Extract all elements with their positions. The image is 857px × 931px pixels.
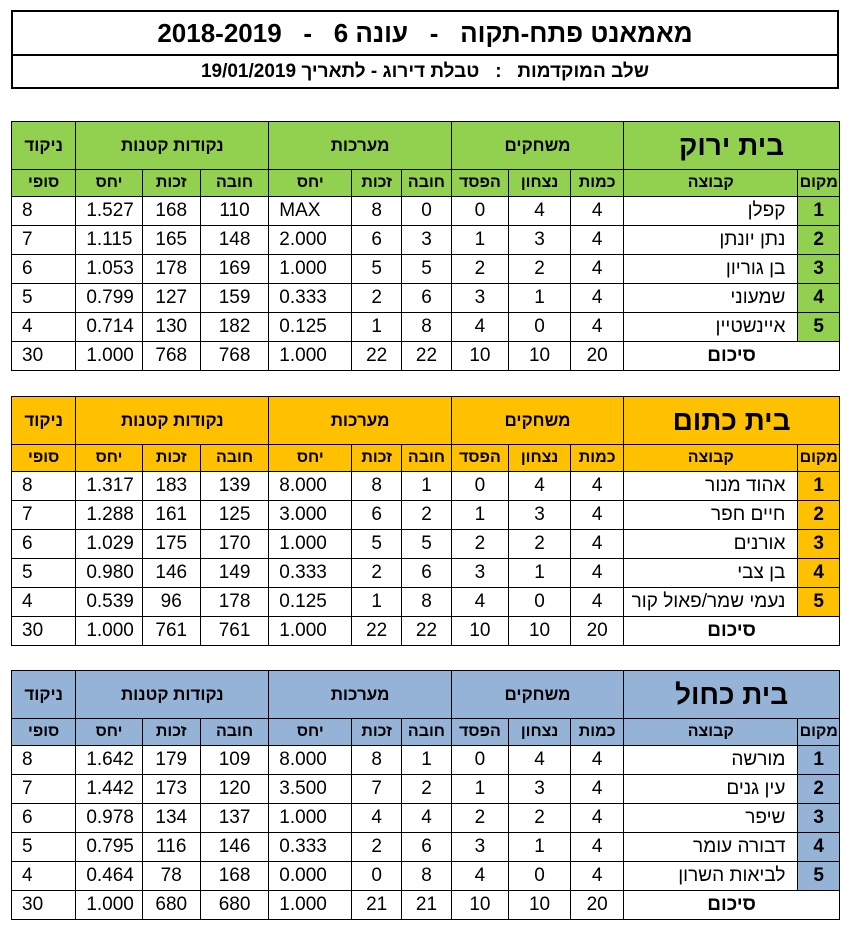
summary-final: 30 bbox=[12, 617, 76, 646]
summary-final: 30 bbox=[12, 891, 76, 920]
column-header-rank: מקום bbox=[798, 170, 840, 197]
table-row bbox=[12, 284, 840, 313]
points-won: 165 bbox=[142, 226, 200, 255]
points-won: 130 bbox=[142, 313, 200, 342]
games-count: 4 bbox=[571, 197, 624, 226]
rank-badge: 3 bbox=[798, 530, 840, 559]
rank-badge: 3 bbox=[798, 804, 840, 833]
points-lost: 169 bbox=[200, 255, 268, 284]
summary-row bbox=[12, 617, 840, 646]
header-small-points: נקודות קטנות bbox=[76, 122, 269, 170]
points-ratio: 0.714 bbox=[76, 313, 142, 342]
table-row bbox=[12, 501, 840, 530]
points-won: 168 bbox=[142, 197, 200, 226]
column-header-ratio: יחס bbox=[269, 719, 352, 746]
summary-sets-lost: 21 bbox=[402, 891, 452, 920]
rank-badge: 2 bbox=[798, 775, 840, 804]
team-name: בן גוריון bbox=[624, 255, 798, 284]
team-name: נתן יונתן bbox=[624, 226, 798, 255]
games-count: 4 bbox=[571, 284, 624, 313]
sets-ratio: 8.000 bbox=[269, 472, 352, 501]
table-row bbox=[12, 746, 840, 775]
standings-table bbox=[11, 670, 840, 920]
sets-won: 2 bbox=[352, 559, 402, 588]
final-score: 4 bbox=[12, 588, 76, 617]
summary-points-ratio: 1.000 bbox=[76, 891, 142, 920]
points-ratio: 0.539 bbox=[76, 588, 142, 617]
column-header-won: זכות bbox=[352, 445, 402, 472]
team-name: עין גנים bbox=[624, 775, 798, 804]
points-lost: 137 bbox=[200, 804, 268, 833]
points-ratio: 0.795 bbox=[76, 833, 142, 862]
sets-lost: 6 bbox=[402, 559, 452, 588]
column-header-win: נצחון bbox=[508, 719, 570, 746]
games-loss: 2 bbox=[451, 804, 508, 833]
summary-label: סיכום bbox=[624, 617, 840, 646]
table-row bbox=[12, 472, 840, 501]
column-header-ratio: יחס bbox=[76, 719, 142, 746]
table-row bbox=[12, 833, 840, 862]
sets-ratio: 3.500 bbox=[269, 775, 352, 804]
final-score: 8 bbox=[12, 472, 76, 501]
standings-table bbox=[11, 396, 840, 646]
column-header-loss: הפסד bbox=[451, 719, 508, 746]
sets-lost: 1 bbox=[402, 746, 452, 775]
sets-won: 5 bbox=[352, 255, 402, 284]
summary-games-count: 20 bbox=[571, 342, 624, 371]
team-name: אורנים bbox=[624, 530, 798, 559]
column-header-final-bottom: סופי bbox=[12, 445, 76, 472]
points-won: 127 bbox=[142, 284, 200, 313]
sets-lost: 2 bbox=[402, 501, 452, 530]
points-won: 134 bbox=[142, 804, 200, 833]
games-count: 4 bbox=[571, 833, 624, 862]
games-win: 2 bbox=[508, 804, 570, 833]
column-header-ratio: יחס bbox=[76, 445, 142, 472]
sets-ratio: 8.000 bbox=[269, 746, 352, 775]
games-count: 4 bbox=[571, 746, 624, 775]
games-count: 4 bbox=[571, 530, 624, 559]
points-lost: 182 bbox=[200, 313, 268, 342]
sets-lost: 3 bbox=[402, 226, 452, 255]
rank-badge: 4 bbox=[798, 284, 840, 313]
table-row bbox=[12, 530, 840, 559]
summary-points-won: 761 bbox=[142, 617, 200, 646]
sets-ratio: MAX bbox=[269, 197, 352, 226]
sets-ratio: 0.125 bbox=[269, 588, 352, 617]
games-win: 0 bbox=[508, 588, 570, 617]
points-won: 116 bbox=[142, 833, 200, 862]
points-lost: 170 bbox=[200, 530, 268, 559]
points-won: 178 bbox=[142, 255, 200, 284]
summary-games-win: 10 bbox=[508, 342, 570, 371]
games-loss: 3 bbox=[451, 559, 508, 588]
points-ratio: 1.442 bbox=[76, 775, 142, 804]
rank-badge: 3 bbox=[798, 255, 840, 284]
points-lost: 159 bbox=[200, 284, 268, 313]
column-header-lost: חובה bbox=[200, 170, 268, 197]
table-row bbox=[12, 197, 840, 226]
points-ratio: 1.115 bbox=[76, 226, 142, 255]
page-header bbox=[11, 10, 839, 89]
points-lost: 146 bbox=[200, 833, 268, 862]
table-row bbox=[12, 588, 840, 617]
games-loss: 3 bbox=[451, 284, 508, 313]
summary-points-won: 768 bbox=[142, 342, 200, 371]
team-name: נעמי שמר/פאול קור bbox=[624, 588, 798, 617]
summary-points-ratio: 1.000 bbox=[76, 342, 142, 371]
rank-badge: 5 bbox=[798, 862, 840, 891]
team-name: מורשה bbox=[624, 746, 798, 775]
table-row bbox=[12, 313, 840, 342]
rank-badge: 2 bbox=[798, 501, 840, 530]
games-win: 1 bbox=[508, 284, 570, 313]
sets-lost: 2 bbox=[402, 775, 452, 804]
table-row bbox=[12, 226, 840, 255]
summary-label: סיכום bbox=[624, 891, 840, 920]
sets-won: 8 bbox=[352, 746, 402, 775]
team-name: שיפר bbox=[624, 804, 798, 833]
sets-lost: 6 bbox=[402, 284, 452, 313]
summary-row bbox=[12, 342, 840, 371]
summary-games-count: 20 bbox=[571, 891, 624, 920]
rank-badge: 1 bbox=[798, 472, 840, 501]
sets-won: 2 bbox=[352, 284, 402, 313]
rank-badge: 5 bbox=[798, 588, 840, 617]
games-win: 1 bbox=[508, 833, 570, 862]
final-score: 5 bbox=[12, 559, 76, 588]
points-won: 78 bbox=[142, 862, 200, 891]
column-header-count: כמות bbox=[571, 719, 624, 746]
team-name: דבורה עומר bbox=[624, 833, 798, 862]
sets-ratio: 0.333 bbox=[269, 284, 352, 313]
table-row bbox=[12, 559, 840, 588]
summary-sets-lost: 22 bbox=[402, 617, 452, 646]
rank-badge: 1 bbox=[798, 746, 840, 775]
games-loss: 3 bbox=[451, 833, 508, 862]
games-win: 4 bbox=[508, 746, 570, 775]
games-win: 1 bbox=[508, 559, 570, 588]
games-loss: 0 bbox=[451, 472, 508, 501]
column-header-lost: חובה bbox=[402, 170, 452, 197]
column-header-final-bottom: סופי bbox=[12, 719, 76, 746]
summary-games-loss: 10 bbox=[451, 891, 508, 920]
sets-ratio: 1.000 bbox=[269, 255, 352, 284]
sets-lost: 5 bbox=[402, 530, 452, 559]
sets-ratio: 2.000 bbox=[269, 226, 352, 255]
column-header-won: זכות bbox=[352, 170, 402, 197]
column-header-count: כמות bbox=[571, 170, 624, 197]
rank-badge: 4 bbox=[798, 559, 840, 588]
points-ratio: 1.288 bbox=[76, 501, 142, 530]
games-win: 3 bbox=[508, 501, 570, 530]
games-loss: 1 bbox=[451, 775, 508, 804]
sets-lost: 4 bbox=[402, 804, 452, 833]
sets-ratio: 0.000 bbox=[269, 862, 352, 891]
games-win: 2 bbox=[508, 255, 570, 284]
final-score: 4 bbox=[12, 313, 76, 342]
header-games: משחקים bbox=[451, 671, 623, 719]
column-header-final-bottom: סופי bbox=[12, 170, 76, 197]
games-loss: 0 bbox=[451, 197, 508, 226]
team-name: אהוד מנור bbox=[624, 472, 798, 501]
summary-sets-lost: 22 bbox=[402, 342, 452, 371]
sets-lost: 5 bbox=[402, 255, 452, 284]
final-score: 7 bbox=[12, 501, 76, 530]
points-won: 179 bbox=[142, 746, 200, 775]
column-header-lost: חובה bbox=[200, 445, 268, 472]
summary-points-ratio: 1.000 bbox=[76, 617, 142, 646]
final-score: 8 bbox=[12, 746, 76, 775]
sets-ratio: 0.333 bbox=[269, 833, 352, 862]
games-win: 0 bbox=[508, 313, 570, 342]
summary-sets-won: 21 bbox=[352, 891, 402, 920]
games-loss: 4 bbox=[451, 313, 508, 342]
column-header-won: זכות bbox=[352, 719, 402, 746]
column-header-win: נצחון bbox=[508, 445, 570, 472]
points-ratio: 1.029 bbox=[76, 530, 142, 559]
team-name: חיים חפר bbox=[624, 501, 798, 530]
points-ratio: 1.527 bbox=[76, 197, 142, 226]
team-name: שמעוני bbox=[624, 284, 798, 313]
sets-won: 8 bbox=[352, 197, 402, 226]
summary-games-win: 10 bbox=[508, 617, 570, 646]
games-count: 4 bbox=[571, 588, 624, 617]
games-loss: 1 bbox=[451, 226, 508, 255]
summary-sets-ratio: 1.000 bbox=[269, 891, 352, 920]
points-won: 96 bbox=[142, 588, 200, 617]
rank-badge: 1 bbox=[798, 197, 840, 226]
points-lost: 168 bbox=[200, 862, 268, 891]
sets-ratio: 0.125 bbox=[269, 313, 352, 342]
final-score: 7 bbox=[12, 226, 76, 255]
column-header-rank: מקום bbox=[798, 445, 840, 472]
header-small-points: נקודות קטנות bbox=[76, 671, 269, 719]
sets-won: 6 bbox=[352, 501, 402, 530]
summary-points-won: 680 bbox=[142, 891, 200, 920]
header-sets: מערכות bbox=[269, 671, 452, 719]
page-subtitle: שלב המוקדמות : טבלת דירוג - לתאריך 19/01/2019 bbox=[200, 61, 650, 82]
games-loss: 2 bbox=[451, 530, 508, 559]
summary-sets-ratio: 1.000 bbox=[269, 617, 352, 646]
column-header-rank: מקום bbox=[798, 719, 840, 746]
group-name: בית ירוק bbox=[624, 122, 840, 170]
header-sets: מערכות bbox=[269, 122, 452, 170]
points-lost: 125 bbox=[200, 501, 268, 530]
column-header-loss: הפסד bbox=[451, 445, 508, 472]
summary-games-loss: 10 bbox=[451, 342, 508, 371]
table-row bbox=[12, 775, 840, 804]
header-games: משחקים bbox=[451, 397, 623, 445]
sets-won: 8 bbox=[352, 472, 402, 501]
points-ratio: 1.317 bbox=[76, 472, 142, 501]
column-header-won: זכות bbox=[142, 170, 200, 197]
points-won: 173 bbox=[142, 775, 200, 804]
column-header-won: זכות bbox=[142, 445, 200, 472]
points-ratio: 1.642 bbox=[76, 746, 142, 775]
column-header-won: זכות bbox=[142, 719, 200, 746]
points-lost: 178 bbox=[200, 588, 268, 617]
games-loss: 4 bbox=[451, 588, 508, 617]
column-header-count: כמות bbox=[571, 445, 624, 472]
games-count: 4 bbox=[571, 313, 624, 342]
column-header-ratio: יחס bbox=[76, 170, 142, 197]
summary-games-loss: 10 bbox=[451, 617, 508, 646]
points-won: 146 bbox=[142, 559, 200, 588]
sets-won: 5 bbox=[352, 530, 402, 559]
team-name: קפלן bbox=[624, 197, 798, 226]
points-ratio: 0.799 bbox=[76, 284, 142, 313]
final-score: 6 bbox=[12, 804, 76, 833]
games-loss: 1 bbox=[451, 501, 508, 530]
final-score: 6 bbox=[12, 255, 76, 284]
column-header-lost: חובה bbox=[402, 719, 452, 746]
games-win: 0 bbox=[508, 862, 570, 891]
final-score: 4 bbox=[12, 862, 76, 891]
summary-points-lost: 761 bbox=[200, 617, 268, 646]
sets-lost: 1 bbox=[402, 472, 452, 501]
points-won: 161 bbox=[142, 501, 200, 530]
header-games: משחקים bbox=[451, 122, 623, 170]
column-header-team: קבוצה bbox=[624, 170, 798, 197]
games-count: 4 bbox=[571, 862, 624, 891]
header-small-points: נקודות קטנות bbox=[76, 397, 269, 445]
summary-label: סיכום bbox=[624, 342, 840, 371]
final-score: 6 bbox=[12, 530, 76, 559]
games-count: 4 bbox=[571, 472, 624, 501]
final-score: 7 bbox=[12, 775, 76, 804]
rank-badge: 4 bbox=[798, 833, 840, 862]
standings-table bbox=[11, 121, 840, 371]
group-name: בית כתום bbox=[624, 397, 840, 445]
sets-lost: 8 bbox=[402, 588, 452, 617]
header-sets: מערכות bbox=[269, 397, 452, 445]
column-header-ratio: יחס bbox=[269, 445, 352, 472]
summary-games-win: 10 bbox=[508, 891, 570, 920]
final-score: 8 bbox=[12, 197, 76, 226]
points-ratio: 1.053 bbox=[76, 255, 142, 284]
games-win: 4 bbox=[508, 472, 570, 501]
summary-final: 30 bbox=[12, 342, 76, 371]
points-ratio: 0.464 bbox=[76, 862, 142, 891]
sets-won: 7 bbox=[352, 775, 402, 804]
summary-points-lost: 768 bbox=[200, 342, 268, 371]
games-win: 4 bbox=[508, 197, 570, 226]
points-ratio: 0.978 bbox=[76, 804, 142, 833]
games-win: 2 bbox=[508, 530, 570, 559]
group-name: בית כחול bbox=[624, 671, 840, 719]
column-header-team: קבוצה bbox=[624, 719, 798, 746]
table-row bbox=[12, 804, 840, 833]
points-lost: 148 bbox=[200, 226, 268, 255]
sets-ratio: 1.000 bbox=[269, 530, 352, 559]
points-lost: 109 bbox=[200, 746, 268, 775]
rank-badge: 5 bbox=[798, 313, 840, 342]
sets-lost: 8 bbox=[402, 313, 452, 342]
games-count: 4 bbox=[571, 501, 624, 530]
summary-games-count: 20 bbox=[571, 617, 624, 646]
column-header-ratio: יחס bbox=[269, 170, 352, 197]
column-header-lost: חובה bbox=[402, 445, 452, 472]
sets-ratio: 0.333 bbox=[269, 559, 352, 588]
points-ratio: 0.980 bbox=[76, 559, 142, 588]
sets-won: 2 bbox=[352, 833, 402, 862]
header-final-top: ניקוד bbox=[12, 122, 76, 170]
team-name: בן צבי bbox=[624, 559, 798, 588]
sets-won: 1 bbox=[352, 313, 402, 342]
points-lost: 149 bbox=[200, 559, 268, 588]
games-loss: 4 bbox=[451, 862, 508, 891]
games-count: 4 bbox=[571, 559, 624, 588]
final-score: 5 bbox=[12, 284, 76, 313]
header-final-top: ניקוד bbox=[12, 671, 76, 719]
summary-sets-won: 22 bbox=[352, 617, 402, 646]
table-row bbox=[12, 255, 840, 284]
points-won: 183 bbox=[142, 472, 200, 501]
sets-ratio: 1.000 bbox=[269, 804, 352, 833]
summary-row bbox=[12, 891, 840, 920]
sets-ratio: 3.000 bbox=[269, 501, 352, 530]
team-name: לביאות השרון bbox=[624, 862, 798, 891]
sets-lost: 8 bbox=[402, 862, 452, 891]
column-header-team: קבוצה bbox=[624, 445, 798, 472]
points-won: 175 bbox=[142, 530, 200, 559]
column-header-loss: הפסד bbox=[451, 170, 508, 197]
sets-won: 0 bbox=[352, 862, 402, 891]
page-title: מאמאנט פתח-תקוה - עונה 6 - 2018-2019 bbox=[13, 12, 837, 56]
header-final-top: ניקוד bbox=[12, 397, 76, 445]
sets-won: 6 bbox=[352, 226, 402, 255]
sets-lost: 6 bbox=[402, 833, 452, 862]
summary-sets-won: 22 bbox=[352, 342, 402, 371]
sets-lost: 0 bbox=[402, 197, 452, 226]
sets-won: 1 bbox=[352, 588, 402, 617]
column-header-win: נצחון bbox=[508, 170, 570, 197]
table-row bbox=[12, 862, 840, 891]
games-count: 4 bbox=[571, 775, 624, 804]
sets-won: 4 bbox=[352, 804, 402, 833]
column-header-lost: חובה bbox=[200, 719, 268, 746]
games-count: 4 bbox=[571, 255, 624, 284]
points-lost: 110 bbox=[200, 197, 268, 226]
points-lost: 139 bbox=[200, 472, 268, 501]
games-win: 3 bbox=[508, 775, 570, 804]
points-lost: 120 bbox=[200, 775, 268, 804]
summary-points-lost: 680 bbox=[200, 891, 268, 920]
games-win: 3 bbox=[508, 226, 570, 255]
games-loss: 2 bbox=[451, 255, 508, 284]
rank-badge: 2 bbox=[798, 226, 840, 255]
team-name: איינשטיין bbox=[624, 313, 798, 342]
games-count: 4 bbox=[571, 804, 624, 833]
final-score: 5 bbox=[12, 833, 76, 862]
summary-sets-ratio: 1.000 bbox=[269, 342, 352, 371]
games-loss: 0 bbox=[451, 746, 508, 775]
games-count: 4 bbox=[571, 226, 624, 255]
